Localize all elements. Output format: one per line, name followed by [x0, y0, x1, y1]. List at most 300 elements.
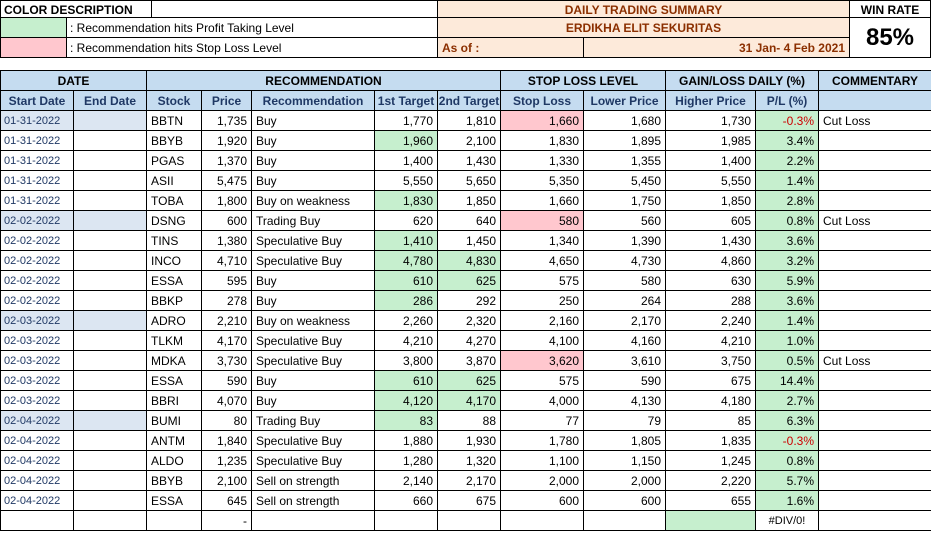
cell-commentary[interactable]: Cut Loss [819, 111, 931, 131]
cell-start-date[interactable]: 02-04-2022 [1, 411, 74, 431]
cell-second-target[interactable]: 625 [438, 371, 501, 391]
cell-first-target[interactable]: 1,400 [375, 151, 438, 171]
footer-cell [252, 511, 375, 531]
cell-lower-price[interactable]: 79 [584, 411, 666, 431]
cell-lower-price[interactable]: 600 [584, 491, 666, 511]
cell-end-date[interactable] [74, 311, 147, 331]
table-row[interactable] [1, 151, 931, 171]
cell-first-target[interactable]: 1,960 [375, 131, 438, 151]
cell-start-date[interactable]: 02-04-2022 [1, 471, 74, 491]
cell-second-target[interactable]: 4,170 [438, 391, 501, 411]
cell-recommendation[interactable]: Speculative Buy [252, 351, 375, 371]
cell-start-date[interactable]: 02-02-2022 [1, 251, 74, 271]
winrate-value: 85% [850, 18, 931, 58]
cell-recommendation[interactable]: Buy [252, 291, 375, 311]
cell-recommendation[interactable]: Speculative Buy [252, 451, 375, 471]
cell-end-date[interactable] [74, 371, 147, 391]
cell-stop-loss[interactable]: 1,340 [501, 231, 584, 251]
cell-commentary[interactable] [819, 471, 931, 491]
cell-first-target[interactable]: 610 [375, 371, 438, 391]
cell-higher-price[interactable]: 1,245 [666, 451, 756, 471]
cell-commentary[interactable] [819, 311, 931, 331]
table-row[interactable] [1, 251, 931, 271]
cell-start-date[interactable]: 02-03-2022 [1, 391, 74, 411]
cell-first-target[interactable]: 83 [375, 411, 438, 431]
legend-row [0, 18, 438, 38]
header-end-date: End Date [74, 91, 147, 111]
cell-start-date[interactable]: 02-04-2022 [1, 431, 74, 451]
table-row[interactable] [1, 191, 931, 211]
cell-start-date[interactable]: 02-03-2022 [1, 311, 74, 331]
cell-recommendation[interactable]: Speculative Buy [252, 251, 375, 271]
cell-end-date[interactable] [74, 451, 147, 471]
cell-lower-price[interactable]: 4,130 [584, 391, 666, 411]
cell-stock[interactable]: BBYB [147, 471, 202, 491]
cell-higher-price[interactable]: 1,400 [666, 151, 756, 171]
cell-second-target[interactable]: 1,930 [438, 431, 501, 451]
cell-commentary[interactable] [819, 151, 931, 171]
cell-pl[interactable]: -0.3% [756, 111, 819, 131]
cell-commentary[interactable] [819, 391, 931, 411]
cell-first-target[interactable]: 2,260 [375, 311, 438, 331]
cell-end-date[interactable] [74, 171, 147, 191]
cell-higher-price[interactable]: 605 [666, 211, 756, 231]
cell-price[interactable]: 2,210 [202, 311, 252, 331]
cell-pl[interactable]: 0.8% [756, 211, 819, 231]
cell-higher-price[interactable]: 288 [666, 291, 756, 311]
cell-end-date[interactable] [74, 471, 147, 491]
cell-commentary[interactable] [819, 251, 931, 271]
cell-pl[interactable]: 0.5% [756, 351, 819, 371]
cell-stock[interactable]: ALDO [147, 451, 202, 471]
cell-price[interactable]: 590 [202, 371, 252, 391]
cell-start-date[interactable]: 02-03-2022 [1, 331, 74, 351]
footer-cell [1, 511, 74, 531]
cell-stop-loss[interactable]: 1,660 [501, 111, 584, 131]
cell-pl[interactable]: 1.0% [756, 331, 819, 351]
cell-pl[interactable]: 2.2% [756, 151, 819, 171]
cell-pl[interactable]: 1.4% [756, 311, 819, 331]
cell-pl[interactable]: 5.9% [756, 271, 819, 291]
cell-lower-price[interactable]: 580 [584, 271, 666, 291]
winrate-label: WIN RATE [850, 0, 931, 18]
cell-price[interactable]: 80 [202, 411, 252, 431]
cell-pl[interactable]: 2.8% [756, 191, 819, 211]
cell-price[interactable]: 2,100 [202, 471, 252, 491]
cell-stop-loss[interactable]: 1,660 [501, 191, 584, 211]
cell-first-target[interactable]: 1,830 [375, 191, 438, 211]
cell-recommendation[interactable]: Sell on strength [252, 491, 375, 511]
table-row[interactable] [1, 471, 931, 491]
cell-start-date[interactable]: 02-02-2022 [1, 211, 74, 231]
cell-higher-price[interactable]: 2,220 [666, 471, 756, 491]
header-lower-price: Lower Price [584, 91, 666, 111]
cell-recommendation[interactable]: Buy [252, 151, 375, 171]
cell-lower-price[interactable]: 4,160 [584, 331, 666, 351]
cell-first-target[interactable]: 3,800 [375, 351, 438, 371]
cell-second-target[interactable]: 88 [438, 411, 501, 431]
cell-stop-loss[interactable]: 1,100 [501, 451, 584, 471]
cell-higher-price[interactable]: 2,240 [666, 311, 756, 331]
color-description-title-filler [152, 0, 438, 18]
cell-stock[interactable]: ESSA [147, 371, 202, 391]
cell-recommendation[interactable]: Speculative Buy [252, 431, 375, 451]
cell-second-target[interactable]: 1,320 [438, 451, 501, 471]
cell-higher-price[interactable]: 4,180 [666, 391, 756, 411]
asof-value: 31 Jan- 4 Feb 2021 [584, 38, 850, 58]
cell-first-target[interactable]: 286 [375, 291, 438, 311]
cell-commentary[interactable]: Cut Loss [819, 211, 931, 231]
cell-first-target[interactable]: 620 [375, 211, 438, 231]
footer-cell [584, 511, 666, 531]
cell-second-target[interactable]: 2,100 [438, 131, 501, 151]
cell-lower-price[interactable]: 1,680 [584, 111, 666, 131]
cell-stop-loss[interactable]: 4,650 [501, 251, 584, 271]
cell-commentary[interactable] [819, 331, 931, 351]
cell-pl[interactable]: 3.4% [756, 131, 819, 151]
cell-price[interactable]: 600 [202, 211, 252, 231]
cell-end-date[interactable] [74, 111, 147, 131]
table-row[interactable] [1, 331, 931, 351]
cell-lower-price[interactable]: 1,895 [584, 131, 666, 151]
cell-higher-price[interactable]: 1,985 [666, 131, 756, 151]
cell-second-target[interactable]: 1,430 [438, 151, 501, 171]
cell-second-target[interactable]: 3,870 [438, 351, 501, 371]
cell-second-target[interactable]: 1,450 [438, 231, 501, 251]
cell-stop-loss[interactable]: 77 [501, 411, 584, 431]
cell-recommendation[interactable]: Buy [252, 371, 375, 391]
cell-price[interactable]: 1,735 [202, 111, 252, 131]
cell-lower-price[interactable]: 2,000 [584, 471, 666, 491]
group-stop-loss-level: STOP LOSS LEVEL [501, 71, 666, 91]
cell-lower-price[interactable]: 1,355 [584, 151, 666, 171]
cell-first-target[interactable]: 610 [375, 271, 438, 291]
table-row[interactable] [1, 211, 931, 231]
cell-price[interactable]: 1,380 [202, 231, 252, 251]
table-row[interactable] [1, 351, 931, 371]
cell-stock[interactable]: TLKM [147, 331, 202, 351]
cell-higher-price[interactable]: 5,550 [666, 171, 756, 191]
legend-swatch-stoploss [0, 38, 67, 58]
footer-div-error: #DIV/0! [756, 511, 819, 531]
cell-start-date[interactable]: 02-02-2022 [1, 291, 74, 311]
footer-row [1, 511, 931, 531]
cell-higher-price[interactable]: 3,750 [666, 351, 756, 371]
cell-lower-price[interactable]: 3,610 [584, 351, 666, 371]
header-recommendation: Recommendation [252, 91, 375, 111]
cell-stop-loss[interactable]: 4,100 [501, 331, 584, 351]
cell-recommendation[interactable]: Sell on strength [252, 471, 375, 491]
cell-first-target[interactable]: 1,410 [375, 231, 438, 251]
cell-recommendation[interactable]: Buy [252, 131, 375, 151]
header-commentary-blank [819, 91, 931, 111]
footer-cell [375, 511, 438, 531]
cell-first-target[interactable]: 1,280 [375, 451, 438, 471]
cell-pl[interactable]: 1.6% [756, 491, 819, 511]
cell-pl[interactable]: 3.2% [756, 251, 819, 271]
cell-second-target[interactable]: 1,850 [438, 191, 501, 211]
cell-recommendation[interactable]: Buy on weakness [252, 311, 375, 331]
cell-lower-price[interactable]: 590 [584, 371, 666, 391]
cell-stock[interactable]: BBRI [147, 391, 202, 411]
cell-commentary[interactable] [819, 451, 931, 471]
cell-start-date[interactable]: 01-31-2022 [1, 131, 74, 151]
table-row[interactable] [1, 451, 931, 471]
cell-start-date[interactable]: 01-31-2022 [1, 191, 74, 211]
table-row[interactable] [1, 111, 931, 131]
table-row[interactable] [1, 231, 931, 251]
cell-recommendation[interactable]: Speculative Buy [252, 231, 375, 251]
cell-stop-loss[interactable]: 5,350 [501, 171, 584, 191]
cell-commentary[interactable] [819, 231, 931, 251]
cell-end-date[interactable] [74, 291, 147, 311]
column-header-row [1, 91, 931, 111]
cell-pl[interactable]: 1.4% [756, 171, 819, 191]
cell-price[interactable]: 595 [202, 271, 252, 291]
cell-end-date[interactable] [74, 411, 147, 431]
cell-commentary[interactable]: Cut Loss [819, 351, 931, 371]
color-description-title: COLOR DESCRIPTION [0, 0, 152, 18]
header-stop-loss: Stop Loss [501, 91, 584, 111]
table-row[interactable] [1, 431, 931, 451]
cell-pl[interactable]: 5.7% [756, 471, 819, 491]
cell-price[interactable]: 3,730 [202, 351, 252, 371]
cell-second-target[interactable]: 1,810 [438, 111, 501, 131]
top-header [0, 0, 931, 58]
cell-higher-price[interactable]: 1,835 [666, 431, 756, 451]
cell-higher-price[interactable]: 675 [666, 371, 756, 391]
cell-end-date[interactable] [74, 151, 147, 171]
cell-second-target[interactable]: 625 [438, 271, 501, 291]
cell-pl[interactable]: 3.6% [756, 231, 819, 251]
cell-start-date[interactable]: 02-03-2022 [1, 351, 74, 371]
cell-recommendation[interactable]: Buy on weakness [252, 191, 375, 211]
header-stock: Stock [147, 91, 202, 111]
cell-commentary[interactable] [819, 431, 931, 451]
legend-row [0, 38, 438, 58]
cell-price[interactable]: 1,370 [202, 151, 252, 171]
winrate-block [850, 0, 931, 58]
table-row[interactable] [1, 391, 931, 411]
cell-stop-loss[interactable]: 2,160 [501, 311, 584, 331]
cell-recommendation[interactable]: Buy [252, 111, 375, 131]
cell-price[interactable]: 5,475 [202, 171, 252, 191]
cell-end-date[interactable] [74, 391, 147, 411]
table-row[interactable] [1, 371, 931, 391]
cell-price[interactable]: 645 [202, 491, 252, 511]
cell-price[interactable]: 4,710 [202, 251, 252, 271]
table-row[interactable] [1, 291, 931, 311]
cell-stock[interactable]: MDKA [147, 351, 202, 371]
cell-price[interactable]: 1,235 [202, 451, 252, 471]
cell-stock[interactable]: INCO [147, 251, 202, 271]
cell-end-date[interactable] [74, 271, 147, 291]
cell-start-date[interactable]: 02-03-2022 [1, 371, 74, 391]
cell-second-target[interactable]: 4,830 [438, 251, 501, 271]
cell-start-date[interactable]: 01-31-2022 [1, 111, 74, 131]
cell-first-target[interactable]: 5,550 [375, 171, 438, 191]
table-row[interactable] [1, 131, 931, 151]
cell-lower-price[interactable]: 1,750 [584, 191, 666, 211]
footer-cell [147, 511, 202, 531]
cell-start-date[interactable]: 01-31-2022 [1, 151, 74, 171]
cell-first-target[interactable]: 2,140 [375, 471, 438, 491]
cell-price[interactable]: 1,800 [202, 191, 252, 211]
color-description-block [0, 0, 438, 58]
cell-stop-loss[interactable]: 580 [501, 211, 584, 231]
cell-recommendation[interactable]: Buy [252, 271, 375, 291]
cell-second-target[interactable]: 675 [438, 491, 501, 511]
cell-recommendation[interactable]: Buy [252, 391, 375, 411]
cell-second-target[interactable]: 5,650 [438, 171, 501, 191]
cell-first-target[interactable]: 4,120 [375, 391, 438, 411]
cell-stop-loss[interactable]: 250 [501, 291, 584, 311]
table-row[interactable] [1, 271, 931, 291]
cell-commentary[interactable] [819, 371, 931, 391]
footer-cell [501, 511, 584, 531]
cell-stop-loss[interactable]: 600 [501, 491, 584, 511]
cell-start-date[interactable]: 02-02-2022 [1, 271, 74, 291]
cell-commentary[interactable] [819, 191, 931, 211]
cell-stop-loss[interactable]: 2,000 [501, 471, 584, 491]
cell-recommendation[interactable]: Trading Buy [252, 411, 375, 431]
cell-higher-price[interactable]: 655 [666, 491, 756, 511]
cell-second-target[interactable]: 4,270 [438, 331, 501, 351]
cell-stock[interactable]: ANTM [147, 431, 202, 451]
cell-lower-price[interactable]: 2,170 [584, 311, 666, 331]
cell-lower-price[interactable]: 264 [584, 291, 666, 311]
cell-stock[interactable]: ASII [147, 171, 202, 191]
table-row[interactable] [1, 311, 931, 331]
cell-price[interactable]: 4,070 [202, 391, 252, 411]
table-row[interactable] [1, 411, 931, 431]
cell-end-date[interactable] [74, 251, 147, 271]
cell-higher-price[interactable]: 4,860 [666, 251, 756, 271]
cell-end-date[interactable] [74, 191, 147, 211]
cell-lower-price[interactable]: 1,805 [584, 431, 666, 451]
cell-commentary[interactable] [819, 131, 931, 151]
spacer-row [0, 58, 931, 70]
cell-pl[interactable]: 6.3% [756, 411, 819, 431]
cell-price[interactable]: 1,840 [202, 431, 252, 451]
cell-pl[interactable]: -0.3% [756, 431, 819, 451]
cell-stop-loss[interactable]: 4,000 [501, 391, 584, 411]
cell-stock[interactable]: DSNG [147, 211, 202, 231]
cell-end-date[interactable] [74, 231, 147, 251]
cell-start-date[interactable]: 02-04-2022 [1, 451, 74, 471]
cell-stock[interactable]: BBKP [147, 291, 202, 311]
cell-commentary[interactable] [819, 491, 931, 511]
cell-stock[interactable]: TOBA [147, 191, 202, 211]
cell-stock[interactable]: ESSA [147, 491, 202, 511]
cell-end-date[interactable] [74, 351, 147, 371]
cell-price[interactable]: 4,170 [202, 331, 252, 351]
cell-start-date[interactable]: 01-31-2022 [1, 171, 74, 191]
cell-end-date[interactable] [74, 491, 147, 511]
footer-dash: - [202, 511, 252, 531]
legend-swatch-profit [0, 18, 67, 38]
cell-end-date[interactable] [74, 331, 147, 351]
table-row[interactable] [1, 171, 931, 191]
cell-pl[interactable]: 2.7% [756, 391, 819, 411]
cell-commentary[interactable] [819, 291, 931, 311]
cell-stock[interactable]: TINS [147, 231, 202, 251]
cell-first-target[interactable]: 1,770 [375, 111, 438, 131]
cell-stock[interactable]: BBYB [147, 131, 202, 151]
cell-higher-price[interactable]: 630 [666, 271, 756, 291]
cell-stop-loss[interactable]: 575 [501, 271, 584, 291]
cell-higher-price[interactable]: 85 [666, 411, 756, 431]
cell-lower-price[interactable]: 1,390 [584, 231, 666, 251]
footer-cell [438, 511, 501, 531]
group-date: DATE [1, 71, 147, 91]
header-pl: P/L (%) [756, 91, 819, 111]
cell-second-target[interactable]: 292 [438, 291, 501, 311]
cell-first-target[interactable]: 660 [375, 491, 438, 511]
cell-stop-loss[interactable]: 575 [501, 371, 584, 391]
cell-lower-price[interactable]: 1,150 [584, 451, 666, 471]
cell-first-target[interactable]: 1,880 [375, 431, 438, 451]
cell-higher-price[interactable]: 1,850 [666, 191, 756, 211]
summary-company: ERDIKHA ELIT SEKURITAS [438, 18, 850, 38]
cell-first-target[interactable]: 4,210 [375, 331, 438, 351]
group-gain-loss-daily: GAIN/LOSS DAILY (%) [666, 71, 819, 91]
cell-higher-price[interactable]: 4,210 [666, 331, 756, 351]
cell-price[interactable]: 1,920 [202, 131, 252, 151]
cell-price[interactable]: 278 [202, 291, 252, 311]
cell-commentary[interactable] [819, 271, 931, 291]
asof-label: As of : [438, 38, 584, 58]
cell-lower-price[interactable]: 5,450 [584, 171, 666, 191]
cell-second-target[interactable]: 640 [438, 211, 501, 231]
cell-start-date[interactable]: 02-02-2022 [1, 231, 74, 251]
cell-higher-price[interactable]: 1,430 [666, 231, 756, 251]
group-recommendation: RECOMMENDATION [147, 71, 501, 91]
cell-stop-loss[interactable]: 3,620 [501, 351, 584, 371]
cell-second-target[interactable]: 2,170 [438, 471, 501, 491]
cell-pl[interactable]: 14.4% [756, 371, 819, 391]
cell-commentary[interactable] [819, 411, 931, 431]
cell-start-date[interactable]: 02-04-2022 [1, 491, 74, 511]
cell-second-target[interactable]: 2,320 [438, 311, 501, 331]
cell-commentary[interactable] [819, 171, 931, 191]
cell-first-target[interactable]: 4,780 [375, 251, 438, 271]
cell-pl[interactable]: 3.6% [756, 291, 819, 311]
cell-stop-loss[interactable]: 1,780 [501, 431, 584, 451]
cell-recommendation[interactable]: Trading Buy [252, 211, 375, 231]
cell-stop-loss[interactable]: 1,830 [501, 131, 584, 151]
table-row[interactable] [1, 491, 931, 511]
cell-lower-price[interactable]: 4,730 [584, 251, 666, 271]
cell-end-date[interactable] [74, 431, 147, 451]
summary-title: DAILY TRADING SUMMARY [438, 0, 850, 18]
cell-lower-price[interactable]: 560 [584, 211, 666, 231]
cell-end-date[interactable] [74, 131, 147, 151]
cell-higher-price[interactable]: 1,730 [666, 111, 756, 131]
cell-stock[interactable]: ADRO [147, 311, 202, 331]
cell-stock[interactable]: BUMI [147, 411, 202, 431]
trading-table [0, 70, 931, 531]
cell-stock[interactable]: PGAS [147, 151, 202, 171]
cell-recommendation[interactable]: Buy [252, 171, 375, 191]
cell-end-date[interactable] [74, 211, 147, 231]
cell-stop-loss[interactable]: 1,330 [501, 151, 584, 171]
cell-stock[interactable]: ESSA [147, 271, 202, 291]
cell-stock[interactable]: BBTN [147, 111, 202, 131]
cell-recommendation[interactable]: Speculative Buy [252, 331, 375, 351]
legend-label-stoploss: : Recommendation hits Stop Loss Level [67, 38, 438, 58]
cell-pl[interactable]: 0.8% [756, 451, 819, 471]
